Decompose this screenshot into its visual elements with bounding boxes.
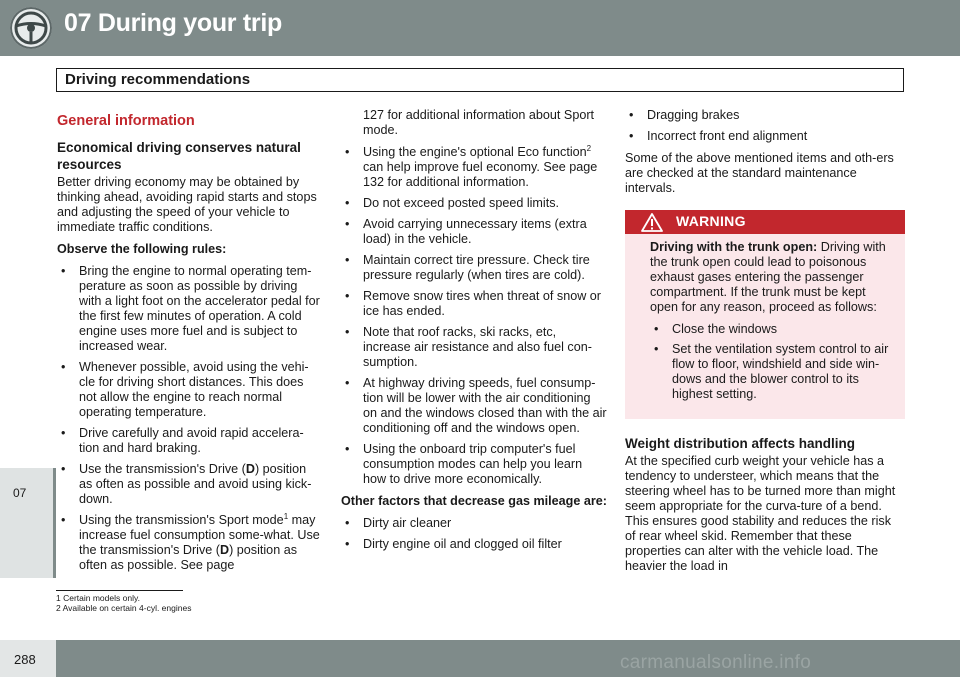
footnote-divider [56,590,183,591]
list-item: • Note that roof racks, ski racks, etc, increase air resistance and also fuel con-sumption. [341,325,607,370]
warning-box [625,210,905,419]
rules-heading: Observe the following rules: [57,242,227,256]
list-item: • Remove snow tires when threat of snow or ice has ended. [341,289,607,319]
warning-lead: Driving with the trunk open: [650,240,818,254]
footnotes [56,593,191,613]
footnote-2: 2 Available on certain 4-cyl. engines [56,603,192,613]
warning-body [625,234,905,419]
list-item: • Close the windows [650,322,897,337]
list-item: • Whenever possible, avoid using the vehi-cle for driving short distances. This does not allow the engine to reach normal operating temperature. [57,360,321,420]
chapter-title: 07 During your trip [64,9,282,37]
tips-list [341,145,607,487]
warning-list [650,322,897,402]
column-2 [341,108,607,559]
text: Use the transmission's Drive ( [79,462,246,476]
list-item [57,513,321,573]
list-item [341,145,607,190]
text: Driving with the trunk open could lead to poisonous exhaust gases entering the passenger compartment. If the trunk must be kept open for any reason, proceed as follows: [650,240,886,314]
section-title: Driving recommendations [65,71,251,88]
footnote-1: 1 Certain models only. [56,593,140,603]
warning-triangle-icon [641,213,663,236]
watermark: carmanualsonline.info [620,652,812,673]
rules-list [57,264,321,573]
warning-label: WARNING [676,213,746,229]
chapter-tab-label: 07 [13,486,27,500]
continued-text: 127 for additional information about Sport mode. [363,108,595,137]
list-item: • Set the ventilation system control to air flow to floor, windshield and side win-dows and the blower control to its highest setting. [650,342,897,402]
factors-heading: Other factors that decrease gas mileage are: [341,494,607,508]
text: can help improve fuel economy. See page 132 for additional information. [363,160,598,189]
footnote-ref: 1 [283,511,289,521]
factors-list [341,516,607,552]
page-number: 288 [14,652,36,667]
volvo-steering-wheel-icon [10,7,52,49]
weight-paragraph: At the specified curb weight your vehicle has a tendency to understeer, which means that the steering wheel has to be turned more than might seem appropriate for the curva-ture of a bend. This ensures good stability and reduces the risk of rear wheel skid. Remember that these properties can alter with the vehicle load. The heavier the load in [625,454,896,573]
text: Using the engine's optional Eco function [363,145,587,159]
warning-header [625,210,905,234]
heading-economical-driving: Economical driving conserves natural resources [57,140,301,172]
factors-list-continued [625,108,905,144]
text: ) position as often as possible. See page [79,543,297,572]
text: may increase fuel consumption some-what. Use the transmission's Drive ( [79,513,320,557]
list-item: • Incorrect front end alignment [625,129,905,144]
list-item: • Drive carefully and avoid rapid accelera-tion and hard braking. [57,426,321,456]
list-item [57,462,321,507]
chapter-tab [0,468,56,578]
gear-letter: D [219,543,230,557]
list-item: • Avoid carrying unnecessary items (extra load) in the vehicle. [341,217,607,247]
heading-weight-distribution: Weight distribution affects handling [625,436,855,451]
chapter-header [0,0,960,56]
section-title-box [56,68,904,92]
heading-general-information: General information [57,113,195,129]
list-item: • Dirty engine oil and clogged oil filter [341,537,607,552]
list-item: • Do not exceed posted speed limits. [341,196,607,211]
list-item: • Maintain correct tire pressure. Check tire pressure regularly (when tires are cold). [341,253,607,283]
column-3 [625,108,905,581]
list-item: • Dirty air cleaner [341,516,607,531]
footnote-ref: 2 [586,143,592,153]
intro-paragraph: Better driving economy may be obtained by thinking ahead, avoiding rapid starts and stops and adjusting the speed of your vehicle to immediate traffic conditions. [57,175,317,234]
list-item: • At highway driving speeds, fuel consump-tion will be lower with the air conditioning on and the windows closed than with the air conditioning off and the windows open. [341,376,607,436]
warning-text [650,240,897,315]
list-item: • Bring the engine to normal operating tem-perature as soon as possible by driving with a light foot on the accelerator pedal for the first few minutes of operation. A cold engine uses more fuel and is subject to increased wear. [57,264,321,354]
gear-letter: D [245,462,255,476]
list-item: • Using the onboard trip computer's fuel consumption modes can help you learn how to drive more economically. [341,442,607,487]
text: ) position as often as possible and avoid using kick-down. [79,462,312,506]
text: Using the transmission's Sport mode [79,513,284,527]
maintenance-note: Some of the above mentioned items and oth-ers are checked at the standard maintenance intervals. [625,151,894,195]
list-item: • Dragging brakes [625,108,905,123]
column-1 [57,108,321,580]
page-footer [0,640,960,677]
